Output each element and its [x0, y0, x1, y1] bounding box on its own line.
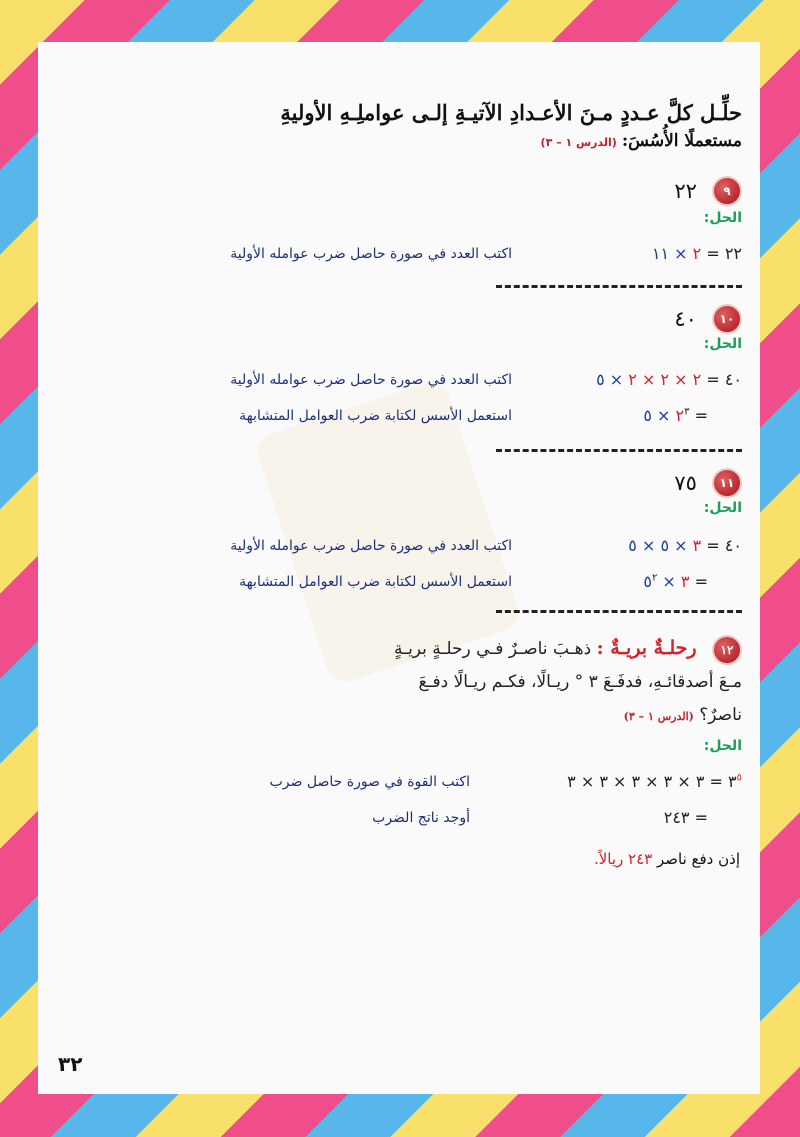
question-number-value: ٤٠ — [674, 307, 697, 331]
q11-step2-explanation: استعمل الأسس لكتابة ضرب العوامل المتشابهة — [239, 574, 512, 590]
q10-step2-explanation: استعمل الأسس لكتابة ضرب العوامل المتشابهة — [239, 408, 512, 424]
question-number-value: ٧٥ — [674, 471, 697, 495]
q12-step1-math: $٣^٥$ = ٣ × ٣ × ٣ × ٣ × ٣ — [567, 772, 742, 791]
q11-step1-explanation: اكتب العدد في صورة حاصل ضرب عوامله الأولية — [230, 538, 512, 554]
question-10-heading — [674, 304, 742, 334]
question-badge: ٩ — [712, 176, 742, 206]
problem-line3: ناصرٌ؟ — [699, 705, 742, 725]
q12-step1-explanation: اكتب القوة في صورة حاصل ضرب — [269, 774, 470, 790]
solution-label: الحل: — [703, 210, 742, 226]
textbook-page — [38, 42, 760, 1094]
divider — [496, 449, 742, 452]
problem-title: رحلـةٌ بريـةٌ : — [596, 637, 697, 659]
solution-label: الحل: — [703, 336, 742, 352]
divider — [496, 610, 742, 613]
divider — [496, 285, 742, 288]
solution-label: الحل: — [703, 500, 742, 516]
solution-label: الحل: — [703, 738, 742, 754]
lesson-reference: (الدرس ١ – ٣) — [540, 136, 617, 149]
question-badge: ١٢ — [712, 635, 742, 665]
q12-step2-explanation: أوجد ناتج الضرب — [372, 810, 470, 826]
lesson-reference: (الدرس ١ – ٣) — [623, 710, 694, 723]
question-badge: ١١ — [712, 468, 742, 498]
problem-line2: مـعَ أصدقائـهِ، فدفَـعَ ٣ ° ريـالًا، فكـم ريـالًا دفـعَ — [418, 672, 742, 692]
q10-step2-math: = $٢^٣$ × ٥ — [643, 406, 708, 425]
question-9-heading — [674, 176, 742, 206]
question-11-heading — [674, 468, 742, 498]
q11-step1-math: ٤٠ = ٣ × ٥ × ٥ — [628, 536, 742, 555]
final-answer: إذن دفع ناصر ٢٤٣ ريالاً. — [593, 850, 740, 868]
q11-step2-math: = ٣ × $٥^٢$ — [643, 572, 708, 591]
instructions-line2: مستعملًا الأُسُسَ: — [621, 131, 742, 151]
question-12-problem — [352, 632, 742, 733]
instructions-line1: حلِّـل كلَّ عـددٍ مـنَ الأعـدادِ الآتيـةِ إلـى عواملِـهِ الأوليةِ — [280, 100, 742, 125]
q12-step2-math: = ٢٤٣ — [663, 808, 708, 827]
instructions-header — [280, 100, 742, 151]
question-number-value: ٢٢ — [674, 179, 697, 203]
q9-step1-math: ٢٢ = ٢ × ١١ — [651, 244, 742, 263]
page-number: ٣٢ — [58, 1052, 83, 1076]
q10-step1-math: ٤٠ = ٢ × ٢ × ٢ × ٥ — [596, 370, 742, 389]
q10-step1-explanation: اكتب العدد في صورة حاصل ضرب عوامله الأولية — [230, 372, 512, 388]
question-badge: ١٠ — [712, 304, 742, 334]
problem-line1: ذهـبَ ناصـرٌ فـي رحلـةٍ بريـةٍ — [393, 639, 592, 659]
q9-step1-explanation: اكتب العدد في صورة حاصل ضرب عوامله الأولية — [230, 246, 512, 262]
